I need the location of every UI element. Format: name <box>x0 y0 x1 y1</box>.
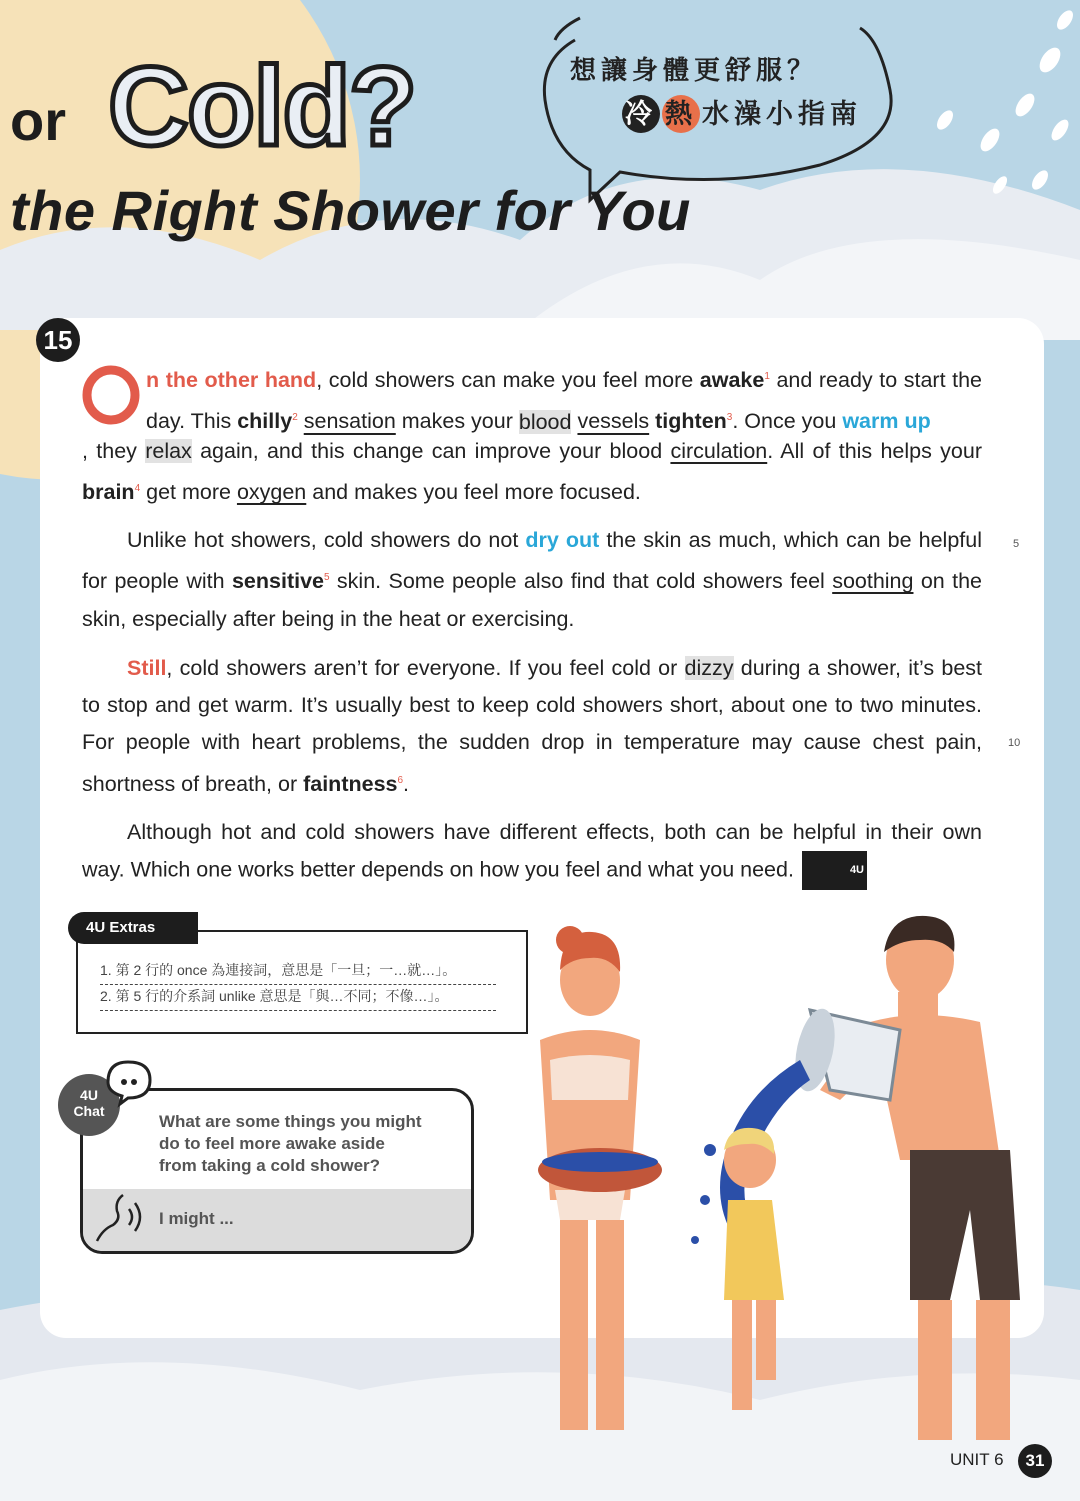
text: Although hot and cold showers have different effects, both can be helpful in their own way. Which one works better depends on how you feel and what you need. <box>82 820 982 882</box>
line-number-5: 5 <box>1013 538 1020 550</box>
girl-figure <box>724 1128 784 1410</box>
family-shower-illustration <box>480 900 1070 1460</box>
drop-cap <box>82 364 140 426</box>
extras-item-1: 1. 第 2 行的 once 為連接詞，意思是「一旦；一…就…」。 <box>100 960 496 985</box>
vocab-faintness: faintness <box>303 771 398 796</box>
bubble-hot-char: 熱 <box>662 95 700 133</box>
word-relax: relax <box>145 439 192 463</box>
text: skin. Some people also find that cold showers feel <box>329 569 833 594</box>
title-subtitle: the Right Shower for You <box>10 179 691 242</box>
vocab-sensitive: sensitive <box>231 569 324 594</box>
vocab-awake: awake <box>699 368 765 393</box>
extras-tab: 4U Extras <box>68 912 198 944</box>
footnote-6: 6 <box>397 774 404 786</box>
text: makes your <box>395 409 519 434</box>
phrase-on-the-other-hand: n the other hand <box>146 368 317 393</box>
paragraph-4 <box>82 814 982 890</box>
phrase-dry-out: dry out <box>525 528 600 552</box>
word-sensation: sensation <box>303 409 396 434</box>
text: on the skin, especially after being in the heat or exercising. <box>82 569 982 631</box>
extras-item-2: 2. 第 5 行的介系詞 unlike 意思是「與…不同；不像…」。 <box>100 986 496 1011</box>
extras-box <box>76 930 528 1034</box>
text: . <box>403 771 410 796</box>
text: , they <box>82 439 146 463</box>
text: and makes you feel more focused. <box>306 480 641 505</box>
footnote-4: 4 <box>134 483 141 495</box>
word-vessels: vessels <box>577 409 650 434</box>
chat-bubble-icon <box>100 1058 156 1108</box>
footnote-5: 5 <box>324 572 330 584</box>
vocab-tighten: tighten <box>655 409 727 434</box>
phrase-warm-up: warm up <box>842 409 931 434</box>
vocab-brain: brain <box>82 480 135 505</box>
word-blood: blood <box>518 409 572 434</box>
woman-figure <box>538 926 662 1430</box>
word-soothing: soothing <box>832 569 914 594</box>
chat-question-line2: do to feel more awake aside <box>159 1134 385 1153</box>
text: , cold showers can make you feel more <box>316 368 700 393</box>
text: the skin as much, which can be helpful for people with <box>82 528 982 594</box>
section-number-badge: 15 <box>36 318 80 362</box>
title-cold: Cold? <box>108 44 416 169</box>
text: get more <box>140 480 237 505</box>
end-4u-icon: 4U <box>802 851 867 890</box>
bubble-rest-text: 水澡小指南 <box>702 99 862 129</box>
text: , cold showers aren’t for everyone. If you feel cold or <box>166 656 685 680</box>
word-still: Still <box>127 656 167 680</box>
text: Unlike hot showers, cold showers do not <box>127 528 526 552</box>
chat-badge-line2: Chat <box>73 1103 105 1119</box>
text: . Once you <box>732 409 843 434</box>
paragraph-2 <box>82 522 982 638</box>
chat-answer: I might ... <box>159 1209 234 1228</box>
text: . All of this helps your <box>767 439 982 463</box>
line-number-10: 10 <box>1008 737 1021 749</box>
page-number-badge: 31 <box>1018 1444 1052 1478</box>
paragraph-1-lead <box>146 358 982 441</box>
word-dizzy: dizzy <box>684 656 734 680</box>
footnote-3: 3 <box>726 412 733 424</box>
man-figure <box>820 916 1020 1440</box>
bubble-cold-char: 冷 <box>622 95 660 133</box>
text: during a shower, it’s best to stop and get warm. It’s usually best to keep cold showers short, about one to two minutes. For people with heart problems, the sudden drop in temperature may cause chest pain, shortness of breath, or <box>82 656 982 796</box>
footnote-2: 2 <box>292 412 298 424</box>
vocab-chilly: chilly <box>237 409 293 434</box>
chat-box <box>80 1088 474 1254</box>
bubble-text-line1: 想讓身體更舒服？ <box>570 55 819 85</box>
chat-question <box>159 1111 422 1177</box>
title-or: or <box>10 89 66 152</box>
paragraph-3 <box>82 650 982 803</box>
footer-unit: UNIT 6 <box>950 1450 1004 1469</box>
speaking-head-icon <box>93 1189 153 1245</box>
bubble-text-line2 <box>622 92 862 133</box>
footnote-1: 1 <box>764 371 770 382</box>
text: and ready to start the day. This <box>146 368 983 434</box>
chat-badge-line1: 4U <box>80 1087 98 1103</box>
chat-question-line3: from taking a cold shower? <box>159 1156 381 1175</box>
word-circulation: circulation <box>670 439 768 463</box>
word-oxygen: oxygen <box>236 480 307 505</box>
text: again, and this change can improve your blood <box>191 439 671 463</box>
paragraph-1-rest <box>82 433 982 512</box>
chat-question-line1: What are some things you might <box>159 1112 422 1131</box>
